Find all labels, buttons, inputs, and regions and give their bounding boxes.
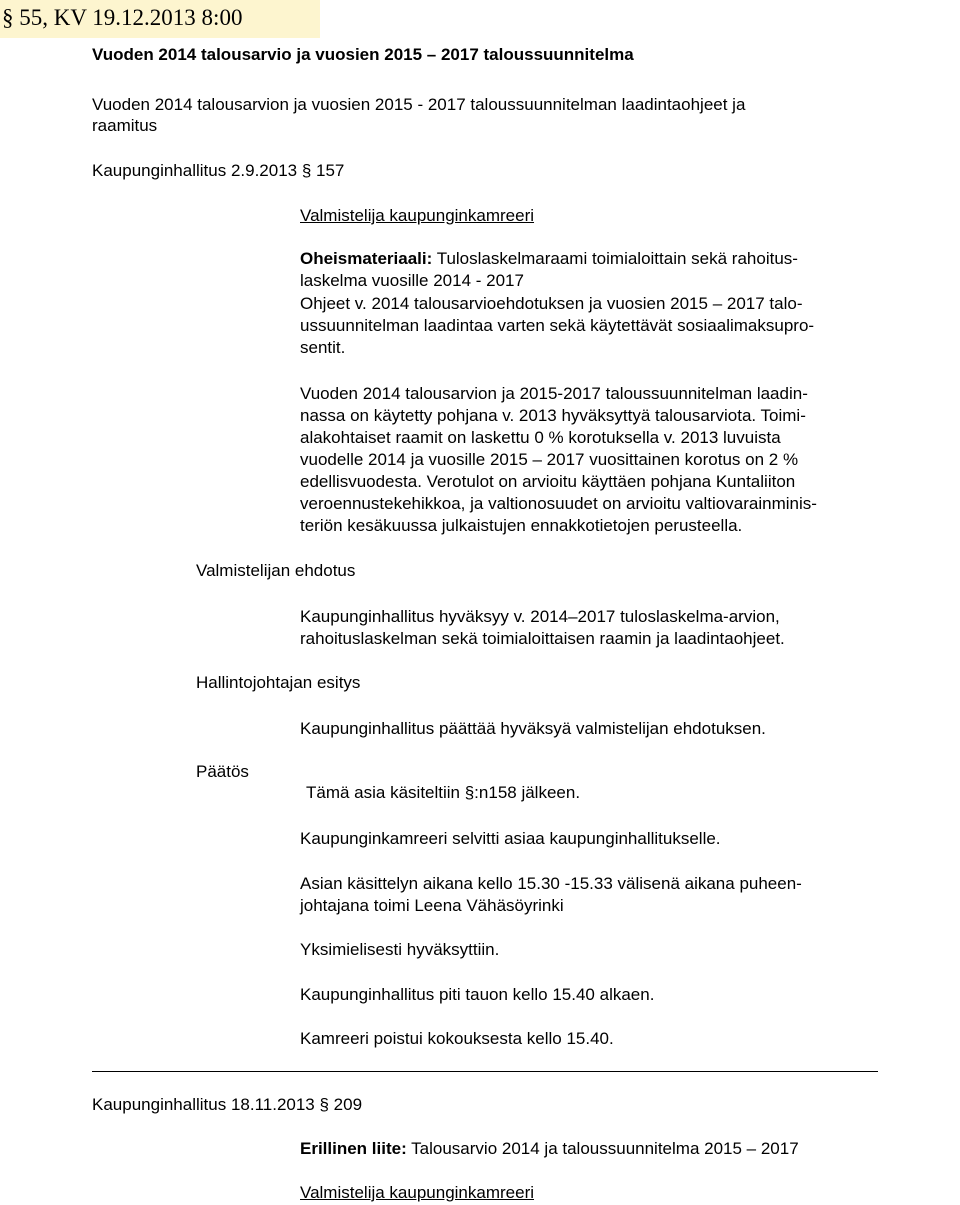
section-marker: § 55, KV 19.12.2013 8:00 [2, 5, 243, 30]
decision-item: Tämä asia käsiteltiin §:n158 jälkeen. [306, 783, 581, 802]
decision-item: Asian käsittelyn aikana kello 15.30 -15.33 välisenä aikana puheen- johtajana toimi Leena Vähäsöyrinki [300, 874, 802, 915]
agenda-subtitle-line2: raamitus [92, 116, 158, 135]
director-label: Hallintojohtajan esitys [196, 673, 361, 692]
director-text: Kaupunginhallitus päättää hyväksyä valmistelijan ehdotuksen. [300, 719, 766, 738]
agenda-title: Vuoden 2014 talousarvio ja vuosien 2015 – 2017 taloussuunnitelma [92, 45, 634, 64]
agenda-subtitle-line1: Vuoden 2014 talousarvion ja vuosien 2015 - 2017 taloussuunnitelman laadintaohjeet ja [92, 95, 746, 114]
section-divider [92, 1071, 878, 1072]
attachments-line2: laskelma vuosille 2014 - 2017 [300, 271, 524, 290]
attachments-text: Tuloslaskelmaraami toimialoittain sekä rahoitus- [432, 249, 798, 268]
proposal-text: Kaupunginhallitus hyväksyy v. 2014–2017 tuloslaskelma-arvion, rahoituslaskelman sekä toimialoittaisen raamin ja laadintaohjeet. [300, 607, 785, 648]
decision-item: Kaupunginkamreeri selvitti asiaa kaupunginhallitukselle. [300, 829, 721, 848]
separate-attachment-label: Erillinen liite: [300, 1139, 407, 1158]
proposal-label: Valmistelijan ehdotus [196, 561, 356, 580]
decision-item: Kamreeri poistui kokouksesta kello 15.40. [300, 1029, 614, 1048]
attachments-line1 [300, 248, 798, 270]
meeting-ref-2: Kaupunginhallitus 18.11.2013 § 209 [92, 1095, 363, 1114]
section-banner [0, 0, 320, 38]
body-paragraph: Vuoden 2014 talousarvion ja 2015-2017 taloussuunnitelman laadin- nassa on käytetty pohjana v. 2013 hyväksyttyä talousarviota. Toimi- alakohtaiset raamit on laskettu 0 % korotuksella v. 2013 luvuista vuodelle 2014 ja vuosille 2015 – 2017 vuosittainen korotus on 2 % edellisvuodesta. Verotulot on arvioitu käyttäen pohjana Kuntaliiton veroennustekehikkoa, ja valtionosuudet on arvioitu valtiovarainminis- teriön kesäkuussa julkaistujen ennakkotietojen perusteella. [300, 384, 817, 535]
preparer-label-2: Valmistelija kaupunginkamreeri [300, 1183, 535, 1202]
attachments-label: Oheismateriaali: [300, 249, 433, 268]
meeting-ref: Kaupunginhallitus 2.9.2013 § 157 [92, 161, 345, 180]
decision-item: Kaupunginhallitus piti tauon kello 15.40 alkaen. [300, 985, 655, 1004]
decision-item: Yksimielisesti hyväksyttiin. [300, 940, 500, 959]
separate-attachment-text: Talousarvio 2014 ja taloussuunnitelma 2015 – 2017 [406, 1139, 799, 1158]
separate-attachment-line [300, 1138, 799, 1160]
decision-label: Päätös [196, 762, 249, 781]
instructions-paragraph: Ohjeet v. 2014 talousarvioehdotuksen ja vuosien 2015 – 2017 talo- ussuunnitelman laadintaa varten sekä käytettävät sosiaalimaksupro- sentit. [300, 294, 815, 357]
preparer-label: Valmistelija kaupunginkamreeri [300, 206, 535, 225]
